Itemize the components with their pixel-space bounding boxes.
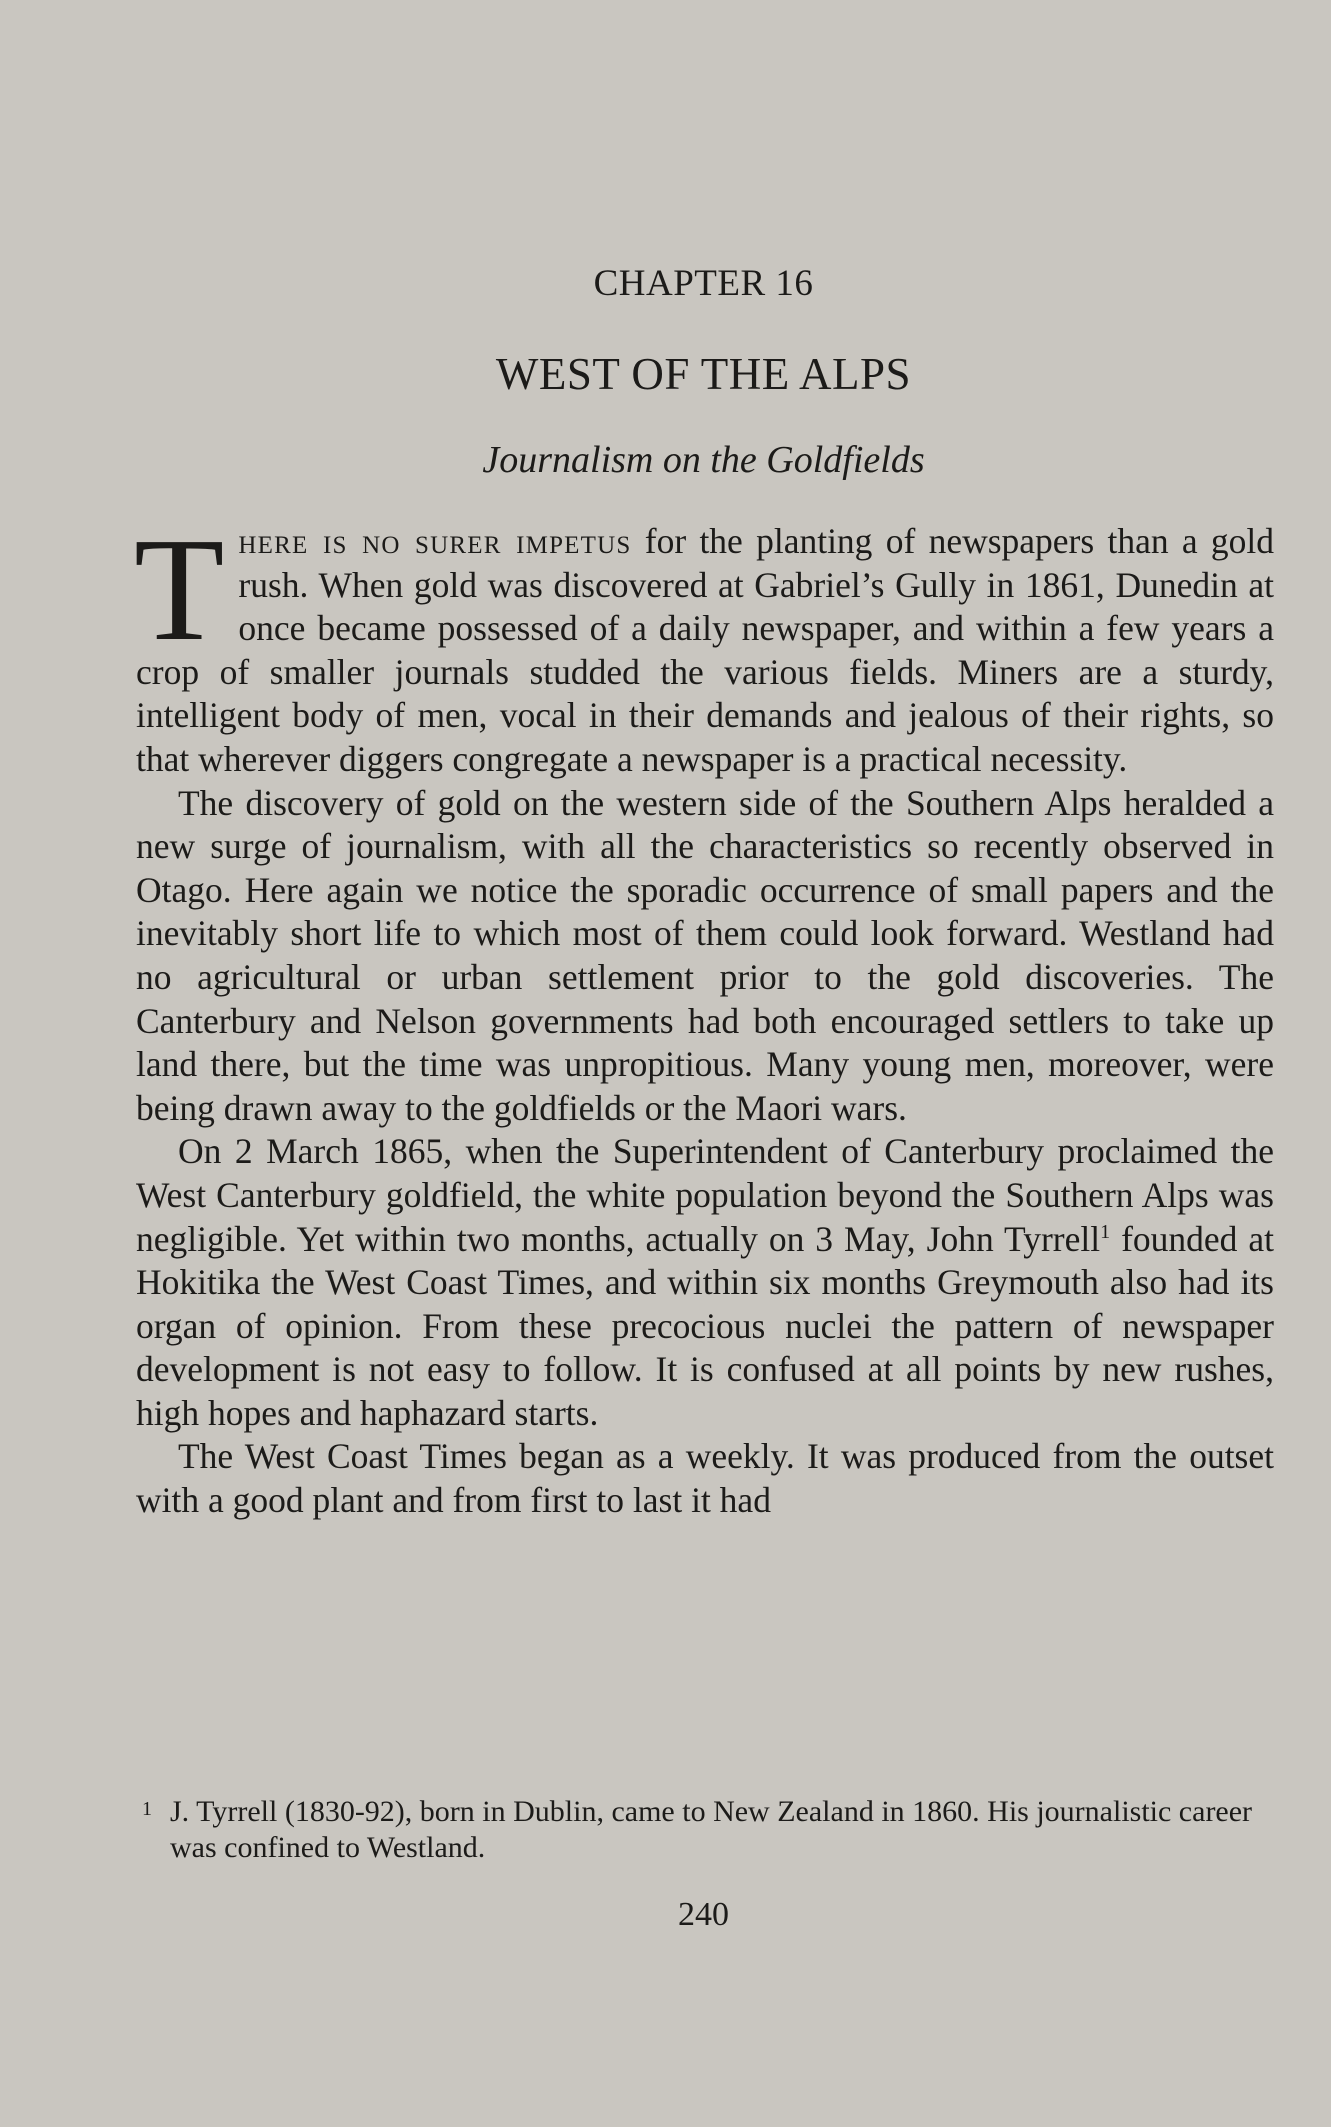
opening-small-caps: here is no surer impetus bbox=[238, 521, 632, 561]
page-number: 240 bbox=[678, 1896, 729, 1933]
body-text bbox=[134, 508, 1275, 1523]
footnote bbox=[142, 1794, 1276, 1866]
drop-cap: T bbox=[134, 508, 225, 672]
footnote-mark: 1 bbox=[142, 1798, 152, 1820]
paragraph-3-text-after: founded at Hokitika the West Coast Times, and within six months Greymouth also had its organ of opinion. From these precocious nuclei the pattern of newspaper development is not easy to follow. It is confused at all points by new rushes, high hopes and haphazard starts. bbox=[136, 1218, 1275, 1433]
paragraph-4: The West Coast Times began as a weekly. It was produced from the outset with a good plant and from first to last it had bbox=[136, 1436, 1274, 1521]
footnote-ref[interactable]: 1 bbox=[1100, 1220, 1111, 1243]
footnote-text: J. Tyrrell (1830-92), born in Dublin, came to New Zealand in 1860. His journalistic career was confined to Westland. bbox=[170, 1795, 1253, 1864]
paragraph-2: The discovery of gold on the western side of the Southern Alps heralded a new surge of journalism, with all the characteristics so recently observed in Otago. Here again we notice the sporadic occurrence of small papers and the inevitably short life to which most of them could look forward. Westland had no agricultural or urban settlement prior to the gold discoveries. The Canterbury and Nelson governments had both encouraged settlers to take up land there, but the time was unpropitious. Many young men, moreover, were being drawn away to the goldfields or the Maori wars. bbox=[136, 782, 1274, 1128]
chapter-title: WEST OF THE ALPS bbox=[495, 349, 912, 399]
chapter-number: CHAPTER 16 bbox=[593, 263, 814, 304]
paragraph-1 bbox=[134, 508, 1275, 782]
paragraph-1-text: for the planting of newspapers than a gold rush. When gold was discovered at Gabriel’s Gully in 1861, Dunedin at once became possessed of a daily newspaper, and within a few years a crop of smaller journals studded the various fields. Miners are a sturdy, intelligent body of men, vocal in their demands and jealous of their rights, so that wherever diggers congregate a newspaper is a practical necessity. bbox=[136, 521, 1275, 779]
paragraph-3-text-before: On 2 March 1865, when the Superintendent of Canterbury proclaimed the West Canterbury goldfield, the white population beyond the Southern Alps was negligible. Yet within two months, actually on 3 May, John Tyrrell bbox=[136, 1131, 1274, 1259]
chapter-subtitle: Journalism on the Goldfields bbox=[482, 439, 925, 481]
paragraph-3 bbox=[136, 1130, 1274, 1435]
